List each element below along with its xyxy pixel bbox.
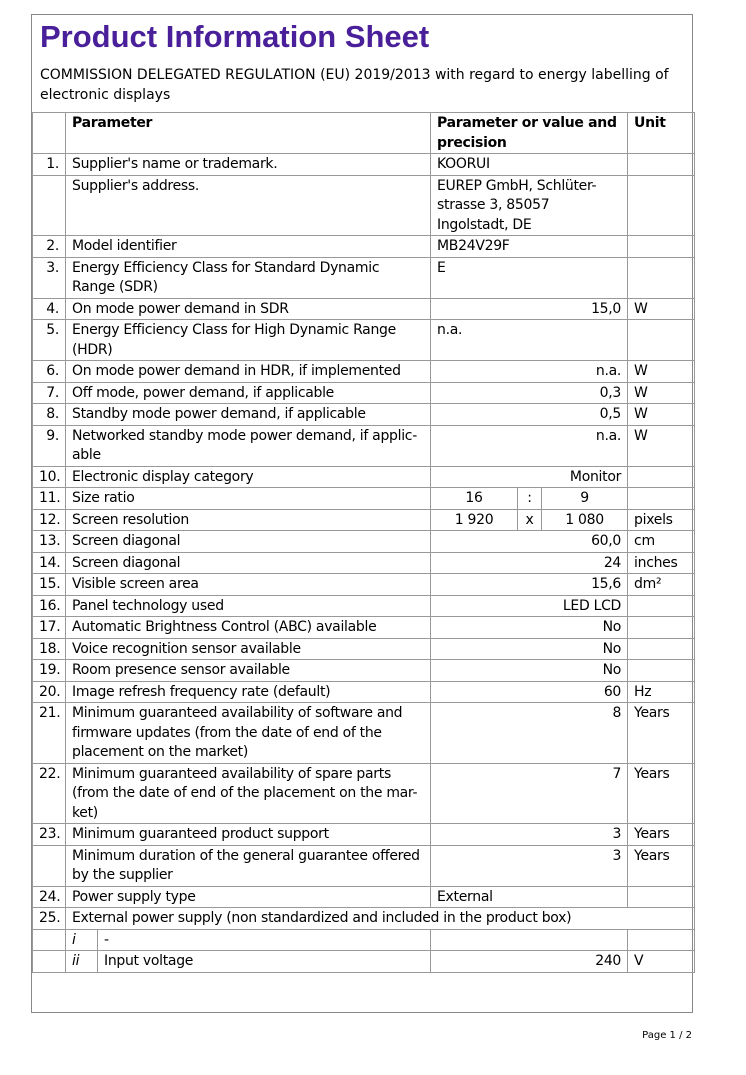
row-unit	[628, 320, 695, 361]
row-unit: W	[628, 404, 695, 426]
row-parameter: Image refresh frequency rate (default)	[66, 681, 431, 703]
row-number: 15.	[33, 574, 66, 596]
table-row	[33, 509, 695, 531]
row-number: 2.	[33, 236, 66, 258]
sub-row-value	[431, 929, 628, 951]
row-value: 8	[431, 703, 628, 764]
row-number: 18.	[33, 638, 66, 660]
row-value: 3	[431, 824, 628, 846]
row-unit: Hz	[628, 681, 695, 703]
row-unit	[628, 638, 695, 660]
row-value: No	[431, 617, 628, 639]
table-header-row	[33, 113, 695, 154]
row-number: 22.	[33, 763, 66, 824]
row-number: 24.	[33, 886, 66, 908]
row-unit: Years	[628, 703, 695, 764]
row-number: 4.	[33, 298, 66, 320]
table-row	[33, 361, 695, 383]
row-value: 7	[431, 763, 628, 824]
row-unit: W	[628, 425, 695, 466]
row-value: n.a.	[431, 320, 628, 361]
header-unit: Unit	[628, 113, 695, 154]
row-unit	[628, 257, 695, 298]
row-parameter: Screen resolution	[66, 509, 431, 531]
table-row	[33, 488, 695, 510]
table-row	[33, 595, 695, 617]
row-value: LED LCD	[431, 595, 628, 617]
header-value: Parameter or value and precision	[431, 113, 628, 154]
row-parameter: Off mode, power demand, if applicable	[66, 382, 431, 404]
row-number: 10.	[33, 466, 66, 488]
page-number: Page 1 / 2	[642, 1030, 692, 1041]
row-parameter: Minimum duration of the general guarantee offered by the supplier	[66, 845, 431, 886]
row-number	[33, 845, 66, 886]
row-value: External	[431, 886, 628, 908]
row-number: 9.	[33, 425, 66, 466]
row-unit	[628, 660, 695, 682]
row-number: 25.	[33, 908, 66, 930]
row-unit: Years	[628, 824, 695, 846]
row-parameter: Power supply type	[66, 886, 431, 908]
table-row	[33, 320, 695, 361]
table-row	[33, 466, 695, 488]
row-parameter: On mode power demand in SDR	[66, 298, 431, 320]
table-row	[33, 574, 695, 596]
row-number: 7.	[33, 382, 66, 404]
row-unit	[628, 886, 695, 908]
row-parameter: Panel technology used	[66, 595, 431, 617]
row-number: 23.	[33, 824, 66, 846]
row-number: 21.	[33, 703, 66, 764]
row-parameter: Visible screen area	[66, 574, 431, 596]
product-information-sheet	[31, 14, 693, 1013]
row-unit	[628, 175, 695, 236]
table-row	[33, 845, 695, 886]
row-parameter: Screen diagonal	[66, 531, 431, 553]
row-parameter: Supplier's name or trademark.	[66, 154, 431, 176]
row-number: 20.	[33, 681, 66, 703]
row-number: 16.	[33, 595, 66, 617]
table-row	[33, 175, 695, 236]
row-number: 8.	[33, 404, 66, 426]
table-row	[33, 531, 695, 553]
row-value: MB24V29F	[431, 236, 628, 258]
row-unit	[628, 595, 695, 617]
table-row	[33, 763, 695, 824]
sub-row	[33, 929, 695, 951]
row-value: 15,0	[431, 298, 628, 320]
row-parameter: Electronic display category	[66, 466, 431, 488]
row-unit: Years	[628, 845, 695, 886]
row-parameter: Automatic Brightness Control (ABC) available	[66, 617, 431, 639]
row-value: Monitor	[431, 466, 628, 488]
row-parameter: Voice recognition sensor available	[66, 638, 431, 660]
row-unit	[628, 236, 695, 258]
table-row	[33, 660, 695, 682]
table-row	[33, 617, 695, 639]
regulation-subtitle: COMMISSION DELEGATED REGULATION (EU) 2019/2013 with regard to energy labelling of electronic displays	[40, 67, 669, 103]
row-number: 6.	[33, 361, 66, 383]
table-row	[33, 404, 695, 426]
row-number: 14.	[33, 552, 66, 574]
row-number: 5.	[33, 320, 66, 361]
row-unit	[628, 154, 695, 176]
table-row	[33, 638, 695, 660]
row-unit	[628, 617, 695, 639]
row-number	[33, 929, 66, 951]
value-part-b: 9	[542, 488, 628, 510]
row-parameter: Model identifier	[66, 236, 431, 258]
parameter-table	[32, 112, 695, 973]
row-unit: W	[628, 298, 695, 320]
row-parameter: Standby mode power demand, if applicable	[66, 404, 431, 426]
row-value: E	[431, 257, 628, 298]
row-number: 17.	[33, 617, 66, 639]
value-separator: x	[518, 509, 542, 531]
table-row	[33, 824, 695, 846]
row-value: n.a.	[431, 425, 628, 466]
row-unit: W	[628, 361, 695, 383]
sub-row-parameter: -	[98, 929, 431, 951]
row-number: 1.	[33, 154, 66, 176]
header-parameter: Parameter	[66, 113, 431, 154]
row-number: 13.	[33, 531, 66, 553]
row-unit: pixels	[628, 509, 695, 531]
row-parameter: Room presence sensor available	[66, 660, 431, 682]
sub-row-index: ii	[66, 951, 98, 973]
row-parameter: External power supply (non standardized and included in the product box)	[66, 908, 695, 930]
page-title: Product Information Sheet	[40, 19, 430, 54]
table-row	[33, 703, 695, 764]
row-parameter: Minimum guaranteed product support	[66, 824, 431, 846]
row-value: EUREP GmbH, Schlüter-strasse 3, 85057 Ingolstadt, DE	[431, 175, 628, 236]
table-row	[33, 425, 695, 466]
row-number: 3.	[33, 257, 66, 298]
row-value: n.a.	[431, 361, 628, 383]
row-parameter: Energy Efficiency Class for High Dynamic Range (HDR)	[66, 320, 431, 361]
sub-row-index: i	[66, 929, 98, 951]
row-value: 0,5	[431, 404, 628, 426]
row-unit: Years	[628, 763, 695, 824]
row-parameter: Size ratio	[66, 488, 431, 510]
value-part-a: 1 920	[431, 509, 518, 531]
table-row	[33, 154, 695, 176]
table-row	[33, 298, 695, 320]
row-value: 60,0	[431, 531, 628, 553]
row-value: No	[431, 660, 628, 682]
row-unit	[628, 466, 695, 488]
sub-row-unit: V	[628, 951, 695, 973]
row-number: 11.	[33, 488, 66, 510]
row-number: 12.	[33, 509, 66, 531]
row-unit: W	[628, 382, 695, 404]
sub-row-parameter: Input voltage	[98, 951, 431, 973]
table-row	[33, 886, 695, 908]
row-number	[33, 175, 66, 236]
sub-row-unit	[628, 929, 695, 951]
row-parameter: Networked standby mode power demand, if applic-able	[66, 425, 431, 466]
value-part-a: 16	[431, 488, 518, 510]
table-row	[33, 382, 695, 404]
table-row	[33, 552, 695, 574]
row-number	[33, 951, 66, 973]
sub-row-value: 240	[431, 951, 628, 973]
value-part-b: 1 080	[542, 509, 628, 531]
sub-row	[33, 951, 695, 973]
table-row	[33, 908, 695, 930]
row-parameter: Minimum guaranteed availability of spare parts (from the date of end of the placement on the mar-ket)	[66, 763, 431, 824]
row-value: No	[431, 638, 628, 660]
row-value: 3	[431, 845, 628, 886]
value-separator: :	[518, 488, 542, 510]
row-value: 24	[431, 552, 628, 574]
row-parameter: Supplier's address.	[66, 175, 431, 236]
row-parameter: Minimum guaranteed availability of software and firmware updates (from the date of end of the placement on the market)	[66, 703, 431, 764]
row-parameter: Screen diagonal	[66, 552, 431, 574]
table-row	[33, 681, 695, 703]
row-unit: dm²	[628, 574, 695, 596]
header-num-cell	[33, 113, 66, 154]
row-number: 19.	[33, 660, 66, 682]
row-unit: inches	[628, 552, 695, 574]
row-unit: cm	[628, 531, 695, 553]
row-value: 15,6	[431, 574, 628, 596]
table-row	[33, 236, 695, 258]
row-parameter: Energy Efficiency Class for Standard Dynamic Range (SDR)	[66, 257, 431, 298]
table-row	[33, 257, 695, 298]
row-unit	[628, 488, 695, 510]
row-value: 60	[431, 681, 628, 703]
row-value: 0,3	[431, 382, 628, 404]
row-parameter: On mode power demand in HDR, if implemented	[66, 361, 431, 383]
row-value: KOORUI	[431, 154, 628, 176]
